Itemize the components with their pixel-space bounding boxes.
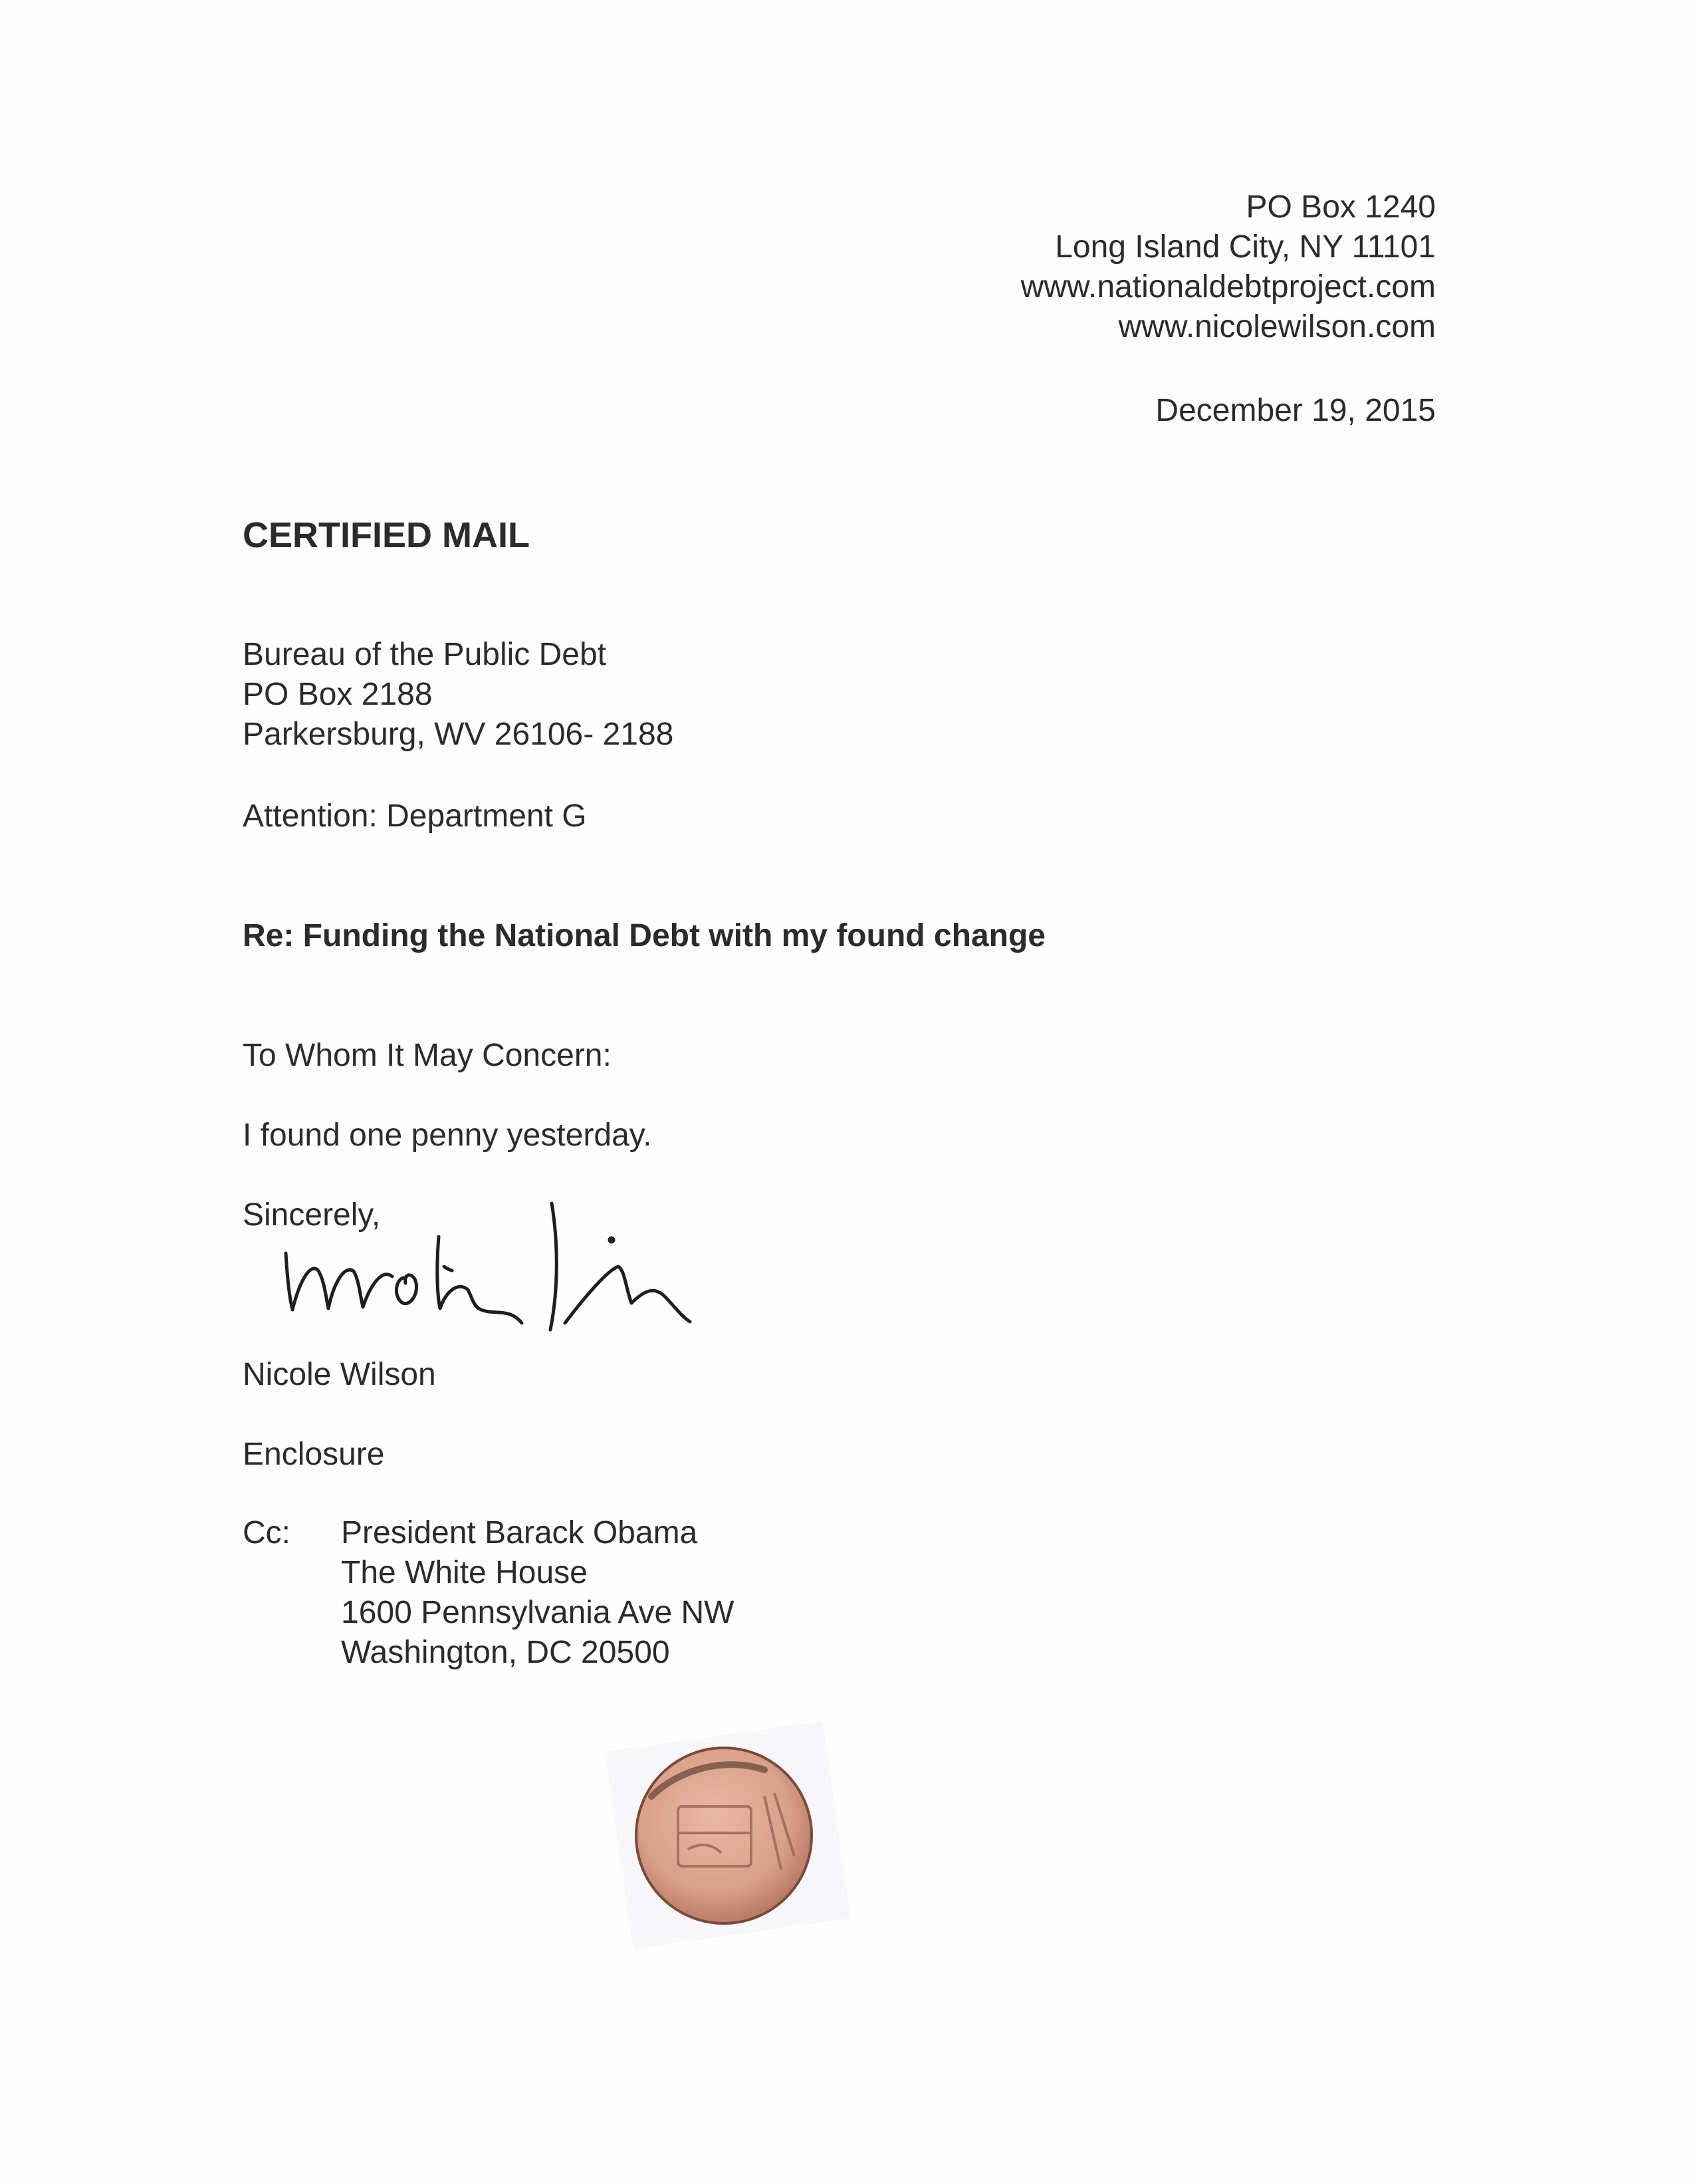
handwritten-signature — [273, 1190, 698, 1343]
cc-recipient-line: The White House — [341, 1555, 588, 1590]
recipient-address — [243, 635, 673, 755]
mail-type-heading: CERTIFIED MAIL — [243, 515, 530, 555]
recipient-address-line: Parkersburg, WV 26106- 2188 — [243, 717, 674, 752]
sender-address-line: Long Island City, NY 11101 — [1055, 229, 1436, 265]
sender-address-line: www.nicolewilson.com — [1118, 309, 1436, 344]
penny-coin-icon — [631, 1743, 816, 1928]
sender-address-line: PO Box 1240 — [1246, 189, 1436, 225]
subject-line: Re: Funding the National Debt with my found change — [243, 918, 1046, 953]
salutation: To Whom It May Concern: — [243, 1038, 612, 1073]
cc-recipient-line: 1600 Pennsylvania Ave NW — [341, 1595, 734, 1630]
sender-address — [1021, 187, 1436, 347]
recipient-address-line: Bureau of the Public Debt — [243, 637, 607, 672]
recipient-address-line: PO Box 2188 — [243, 677, 433, 712]
enclosure-notation: Enclosure — [243, 1437, 385, 1472]
letter-date: December 19, 2015 — [1155, 393, 1436, 428]
cc-label: Cc: — [243, 1515, 290, 1550]
sender-address-line: www.nationaldebtproject.com — [1020, 269, 1436, 304]
cc-recipient — [341, 1513, 734, 1673]
attention-line: Attention: Department G — [243, 798, 587, 834]
cc-recipient-line: President Barack Obama — [341, 1515, 698, 1550]
cc-recipient-line: Washington, DC 20500 — [341, 1635, 670, 1670]
sender-name: Nicole Wilson — [243, 1357, 436, 1392]
letter-body: I found one penny yesterday. — [243, 1118, 652, 1153]
closing: Sincerely, — [243, 1197, 381, 1233]
